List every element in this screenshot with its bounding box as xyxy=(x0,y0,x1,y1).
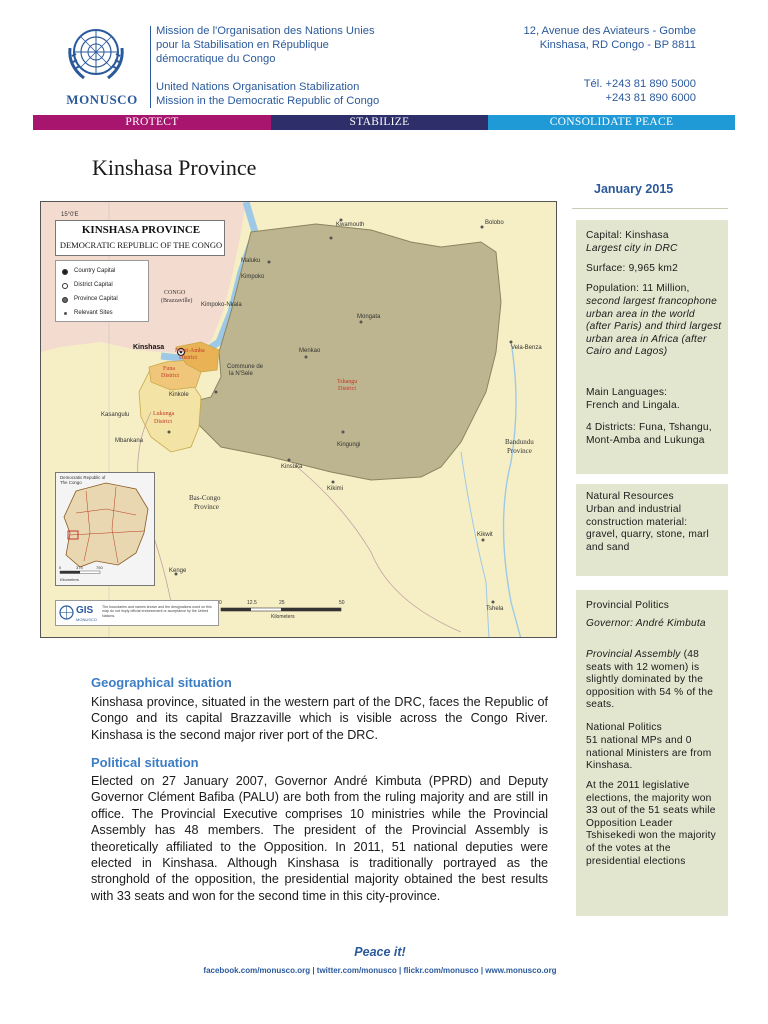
map-label-tshangu: Tshangu xyxy=(337,379,358,385)
mission-en-line: Mission in the Democratic Republic of Congo xyxy=(156,95,380,107)
assembly-label: Provincial Assembly xyxy=(586,649,681,660)
map-label-maluku: Maluku xyxy=(241,258,261,264)
map-label-brazzaville: (Brazzaville) xyxy=(161,298,193,304)
scale-tick: 0 xyxy=(219,600,222,606)
legend-item xyxy=(62,309,113,318)
key-facts-box xyxy=(576,220,728,474)
map-label-kenge: Kenge xyxy=(169,568,187,574)
kasai-river xyxy=(504,342,522,638)
mission-fr-line: démocratique du Congo xyxy=(156,53,276,65)
scale-tick: 25 xyxy=(279,600,285,606)
scale-bar xyxy=(221,608,341,611)
map-label-kikimi: Kikimi xyxy=(327,486,343,492)
inset-tick: 375 xyxy=(76,565,83,570)
slogan: Peace it! xyxy=(354,945,406,959)
geographical-heading: Geographical situation xyxy=(91,675,232,690)
gis-disclaimer: The boundaries and names shown and the designations used on this map do not imply official endorsement or acceptance by the United Nations. xyxy=(102,605,212,618)
mission-en-line: United Nations Organisation Stabilization xyxy=(156,81,360,93)
band-consolidate-peace: CONSOLIDATE PEACE xyxy=(488,115,735,130)
inset-tick: 0 xyxy=(59,565,62,570)
inset-map xyxy=(55,472,155,586)
inset-title: Democratic Republic of The Congo xyxy=(60,475,106,485)
inset-tick: 750 xyxy=(96,565,103,570)
natural-resources-box xyxy=(576,484,728,576)
map-label-funa-district: District xyxy=(161,373,179,379)
map-label-kinsuka: Kinsuka xyxy=(281,464,303,470)
legend-label: Province Capital xyxy=(74,296,118,302)
district-capital-icon xyxy=(62,283,68,289)
politics-box xyxy=(576,590,728,916)
address-line: 12, Avenue des Aviateurs - Gombe xyxy=(523,25,696,37)
political-text: Elected on 27 January 2007, Governor André Kimbuta (PPRD) and Deputy Governor Clément Bafiba (PALU) are both from the ruling majority and are still in office. The Provincial Executive comprises 10 ministries while the Provincial Assembly has 48 members. The president of the Provincial Assembly is theoretically affiliated to the Opposition. In 2011, 51 national deputies were elected in Kinshasa. Although Kinshasa is traditionally portrayed as the stronghold of the opposition, the presidential majority obtained the best results with 33 seats and won for the second time in this city-province. xyxy=(91,774,548,903)
mandate-band xyxy=(33,115,735,130)
map-label-kingungi: Kingungi xyxy=(337,442,361,448)
map-label-funa: Funa xyxy=(163,366,175,372)
relevant-site-icon xyxy=(64,312,67,315)
map-label-kikwit: Kikwit xyxy=(477,532,493,538)
map-legend xyxy=(55,260,149,322)
band-stabilize: STABILIZE xyxy=(271,115,488,130)
social-links[interactable]: facebook.com/monusco.org | twitter.com/monusco | flickr.com/monusco | www.monusco.org xyxy=(203,966,557,975)
languages-heading: Main Languages: xyxy=(586,387,668,398)
capital: Capital: Kinshasa xyxy=(586,230,669,241)
provincial-politics-heading: Provincial Politics xyxy=(586,600,670,611)
address xyxy=(436,24,696,52)
page-title: Kinshasa Province xyxy=(92,155,257,180)
road xyxy=(291,462,461,632)
un-logo-small-icon xyxy=(59,605,74,620)
provincial-assembly xyxy=(586,649,722,712)
map-label-kasangulu: Kasangulu xyxy=(101,412,130,418)
un-emblem-icon xyxy=(64,22,128,86)
map-label-longitude: 15°0'E xyxy=(61,212,79,218)
map-label-kinshasa: Kinshasa xyxy=(133,344,165,351)
inset-unit: Kilometers xyxy=(60,577,79,582)
map-label-mont-amba: Mont-Amba xyxy=(175,348,205,354)
mission-name-english xyxy=(156,80,456,108)
legend-item xyxy=(62,281,113,290)
map-label-menkao: Menkao xyxy=(299,348,321,354)
logo-wordmark: MONUSCO xyxy=(66,92,138,107)
map-label-kinkole: Kinkole xyxy=(169,392,189,398)
monusco-logo xyxy=(56,22,148,108)
legend-label: Country Capital xyxy=(74,268,116,274)
map-label-kimpoko-nkala: Kimpoko-Nkala xyxy=(201,302,242,308)
map-label-bas-congo: Bas-Congo xyxy=(189,494,221,502)
map-title-box xyxy=(55,220,225,256)
map-label-bandundu: Bandundu xyxy=(505,438,534,446)
map-title: KINSHASA PROVINCE xyxy=(81,224,201,236)
assembly-text: (48 seats with 12 women) is slightly dominated by the opposition with 54 % of the seats. xyxy=(586,649,714,711)
band-protect: PROTECT xyxy=(33,115,271,130)
gis-logo: GIS xyxy=(76,605,94,616)
map-label-lukunga: Lukunga xyxy=(153,411,175,417)
date-divider xyxy=(572,208,728,209)
elections: At the 2011 legislative elections, the majority won 33 out of the 51 seats while Opposition Leader Tshisekedi won the majority of the votes at the presidential elections xyxy=(586,780,716,867)
map-label-mongata: Mongata xyxy=(357,314,381,320)
gis-attribution xyxy=(55,600,219,626)
surface: Surface: 9,965 km2 xyxy=(586,263,678,274)
map-label-tshangu-district: District xyxy=(338,386,356,392)
map-label-tshela: Tshela xyxy=(486,606,504,612)
map-label-commune-nsele: Commune de xyxy=(227,364,264,370)
legend-item xyxy=(62,267,115,276)
map-subtitle: DEMOCRATIC REPUBLIC OF THE CONGO xyxy=(59,240,223,250)
map-label-vela-benza: Vela-Benza xyxy=(511,345,542,351)
districts: 4 Districts: Funa, Tshangu, Mont-Amba and Lukunga xyxy=(586,422,712,446)
map-label-bas-congo-province: Province xyxy=(194,503,219,511)
population-note: second largest francophone urban area in the world (after Paris) and third largest urban area in Africa (after Cairo and Lagos) xyxy=(586,296,722,358)
resources: Urban and industrial construction material: gravel, quarry, stone, marl and sand xyxy=(586,504,709,553)
languages: French and Lingala. xyxy=(586,400,680,411)
map-label-congo: CONGO xyxy=(164,290,186,296)
map-label-bandundu-province: Province xyxy=(507,447,532,455)
country-capital-icon xyxy=(62,269,68,275)
governor: Governor: André Kimbuta xyxy=(586,618,706,629)
national-politics: 51 national MPs and 0 national Ministers are from Kinshasa. xyxy=(586,735,712,772)
kwango-river xyxy=(461,452,489,638)
map-label-lukunga-district: District xyxy=(154,419,172,425)
province-map xyxy=(40,201,557,638)
legend-label: Relevant Sites xyxy=(74,310,113,316)
map-label-mont-amba-district: District xyxy=(179,355,197,361)
legend-label: District Capital xyxy=(74,282,113,288)
header-divider xyxy=(150,26,151,108)
scale-tick: 50 xyxy=(339,600,345,606)
scale-tick: 12.5 xyxy=(247,600,257,606)
mission-name-french xyxy=(156,24,456,66)
scale-unit: Kilometers xyxy=(271,614,295,620)
mission-fr-line: Mission de l'Organisation des Nations Unies xyxy=(156,25,375,37)
inset-map-graphic xyxy=(56,473,155,586)
national-politics-heading: National Politics xyxy=(586,722,662,733)
map-label-commune-nsele-2: la N'Sele xyxy=(229,371,253,377)
telephone-line: +243 81 890 6000 xyxy=(605,92,696,104)
map-label-mbankana: Mbankana xyxy=(115,438,144,444)
map-label-kwamouth: Kwamouth xyxy=(336,222,365,228)
map-label-bolobo: Bolobo xyxy=(485,220,504,226)
publication-date: January 2015 xyxy=(594,182,674,196)
map-label-kimpoko: Kimpoko xyxy=(241,274,265,280)
legend-item xyxy=(62,295,118,304)
province-capital-icon xyxy=(62,297,68,303)
geographical-text: Kinshasa province, situated in the western part of the DRC, faces the Republic of Congo and its capital Brazzaville which is visible across the Congo River. Kinshasa is the second major river port of the DRC. xyxy=(91,695,548,742)
capital-note: Largest city in DRC xyxy=(586,243,678,254)
resources-heading: Natural Resources xyxy=(586,491,674,502)
political-heading: Political situation xyxy=(91,755,199,770)
population: Population: 11 Million, xyxy=(586,283,690,294)
gis-sublabel: MONUSCO xyxy=(76,617,97,622)
telephone-line: Tél. +243 81 890 5000 xyxy=(583,78,696,90)
address-line: Kinshasa, RD Congo - BP 8811 xyxy=(539,39,696,51)
telephone xyxy=(496,77,696,105)
mission-fr-line: pour la Stabilisation en République xyxy=(156,39,329,51)
